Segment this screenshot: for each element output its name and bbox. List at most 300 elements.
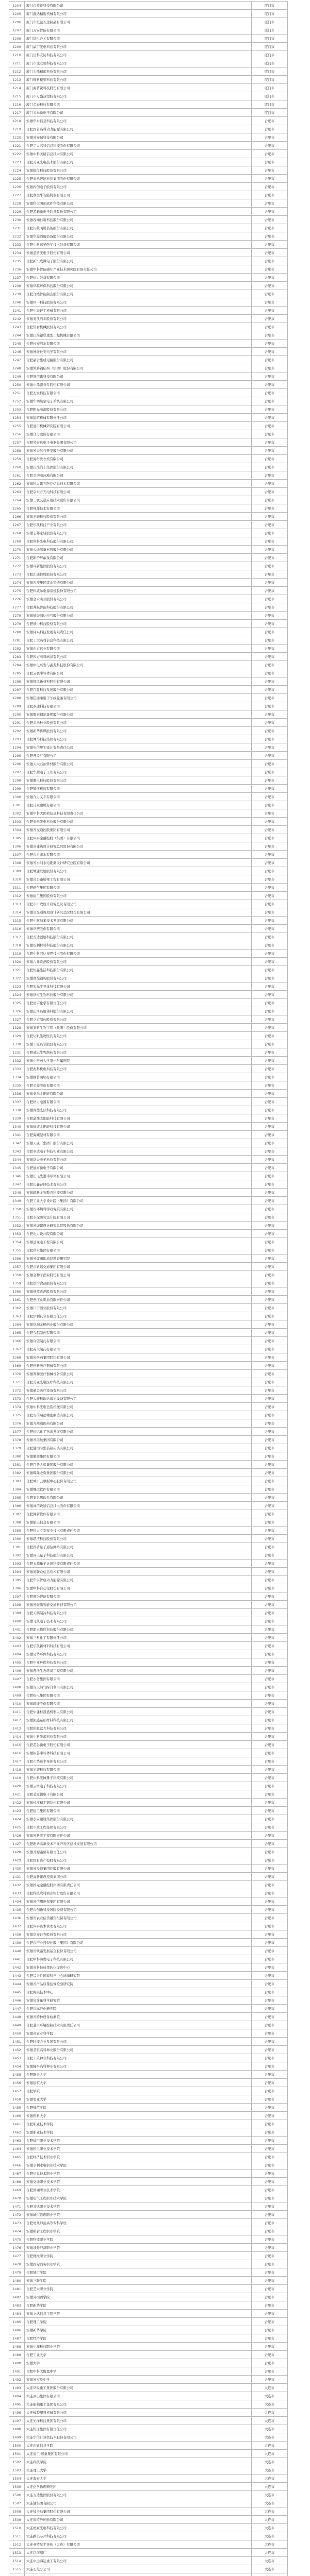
row-number: 1400 bbox=[9, 1617, 25, 1625]
company-name: 合肥科技农村商业银行股份有限公司 bbox=[25, 1889, 252, 1897]
company-name: 安徽江淮银联重型工程机械有限公司 bbox=[25, 331, 252, 340]
company-name: 大连港集团有限公司 bbox=[25, 2499, 252, 2507]
company-name: 合肥科大立安安全技术有限责任公司 bbox=[25, 1527, 252, 1535]
company-name: 合肥圣达电子科技实业有限公司 bbox=[25, 1147, 252, 1156]
region: 合肥市 bbox=[252, 867, 288, 875]
row-number: 1277 bbox=[9, 603, 25, 612]
row-number: 1350 bbox=[9, 1205, 25, 1213]
region: 合肥市 bbox=[252, 1312, 288, 1320]
region: 合肥市 bbox=[252, 1972, 288, 1980]
company-name: 合肥联合大学 bbox=[25, 2071, 252, 2079]
row-number: 1352 bbox=[9, 1222, 25, 1230]
row-number: 1355 bbox=[9, 1246, 25, 1255]
table-row bbox=[9, 900, 288, 908]
company-name: 合肥电力设计院有限公司 bbox=[25, 1230, 252, 1238]
company-name: 合肥创新医疗器械有限公司 bbox=[25, 1362, 252, 1370]
company-name: 安徽交通职业技术学院 bbox=[25, 2178, 252, 2186]
region: 合肥市 bbox=[252, 1494, 288, 1502]
company-name: 安徽通威太阳能科技有限公司 bbox=[25, 1123, 252, 1131]
row-number: 1308 bbox=[9, 859, 25, 867]
company-name: 合肥安达创展科技股份有限公司 bbox=[25, 933, 252, 941]
company-name: 大连德豪光电科技有限公司 bbox=[25, 2524, 252, 2532]
row-number: 1264 bbox=[9, 496, 25, 504]
table-row bbox=[9, 232, 288, 241]
row-number: 1272 bbox=[9, 562, 25, 570]
region: 合肥市 bbox=[252, 307, 288, 315]
company-name: 安徽涉外经济职业学院 bbox=[25, 2244, 252, 2252]
company-name: 合肥晶合集成电路股份有限公司 bbox=[25, 356, 252, 364]
table-row bbox=[9, 2153, 288, 2161]
region: 合肥市 bbox=[252, 150, 288, 158]
region: 厦门市 bbox=[252, 51, 288, 59]
row-number: 1375 bbox=[9, 1411, 25, 1419]
region: 大连市 bbox=[252, 2392, 288, 2400]
table-row bbox=[9, 1832, 288, 1840]
company-name: 厦门市万盛达塑胶有限公司 bbox=[25, 92, 252, 100]
region: 合肥市 bbox=[252, 1766, 288, 1774]
table-row bbox=[9, 579, 288, 587]
table-row bbox=[9, 1658, 288, 1667]
region: 合肥市 bbox=[252, 1428, 288, 1436]
row-number: 1257 bbox=[9, 438, 25, 447]
region: 合肥市 bbox=[252, 2104, 288, 2112]
row-number: 1321 bbox=[9, 966, 25, 974]
row-number: 1285 bbox=[9, 669, 25, 677]
row-number: 1457 bbox=[9, 2087, 25, 2095]
table-row bbox=[9, 1411, 288, 1419]
row-number: 1250 bbox=[9, 381, 25, 389]
row-number: 1242 bbox=[9, 315, 25, 323]
company-name: 大连华信计算机技术股份有限公司 bbox=[25, 2433, 252, 2442]
region: 合肥市 bbox=[252, 1015, 288, 1024]
region: 合肥市 bbox=[252, 142, 288, 150]
row-number: 1351 bbox=[9, 1213, 25, 1222]
region: 合肥市 bbox=[252, 1485, 288, 1494]
table-row bbox=[9, 2557, 288, 2565]
region: 大连市 bbox=[252, 2557, 288, 2565]
company-name: 合肥滨湖职业技术学院 bbox=[25, 2186, 252, 2194]
row-number: 1275 bbox=[9, 587, 25, 595]
company-name: 安徽开源路桥有限责任公司 bbox=[25, 1848, 252, 1856]
table-row bbox=[9, 1617, 288, 1625]
region: 合肥市 bbox=[252, 966, 288, 974]
company-name: 大连科技学院 bbox=[25, 2458, 252, 2466]
table-row bbox=[9, 1551, 288, 1560]
table-row bbox=[9, 1419, 288, 1428]
table-row bbox=[9, 2351, 288, 2359]
region: 合肥市 bbox=[252, 2334, 288, 2343]
region: 合肥市 bbox=[252, 1815, 288, 1823]
region: 合肥市 bbox=[252, 1601, 288, 1609]
region: 合肥市 bbox=[252, 702, 288, 710]
table-row bbox=[9, 1329, 288, 1337]
region: 合肥市 bbox=[252, 414, 288, 422]
table-row bbox=[9, 1114, 288, 1123]
table-row bbox=[9, 1667, 288, 1675]
region: 合肥市 bbox=[252, 2227, 288, 2235]
row-number: 1299 bbox=[9, 785, 25, 793]
company-name: 合肥水务集团有限公司 bbox=[25, 1675, 252, 1683]
company-name: 合肥兴泰资本管理有限公司 bbox=[25, 1922, 252, 1930]
table-row bbox=[9, 1147, 288, 1156]
table-row bbox=[9, 496, 288, 504]
region: 合肥市 bbox=[252, 504, 288, 513]
row-number: 1209 bbox=[9, 43, 25, 51]
company-name: 合肥神马科技集团有限公司 bbox=[25, 735, 252, 743]
row-number: 1225 bbox=[9, 175, 25, 183]
row-number: 1483 bbox=[9, 2301, 25, 2310]
table-row bbox=[9, 1024, 288, 1032]
row-number: 1337 bbox=[9, 1098, 25, 1106]
company-name: 合肥天鹅制冷科技有限公司 bbox=[25, 1609, 252, 1617]
company-name: 合肥华耀电子工业有限公司 bbox=[25, 768, 252, 776]
row-number: 1446 bbox=[9, 1996, 25, 2005]
table-row bbox=[9, 381, 288, 389]
company-name: 安徽国元金融控股集团有限责任公司 bbox=[25, 1881, 252, 1889]
table-row bbox=[9, 1930, 288, 1939]
region: 厦门市 bbox=[252, 18, 288, 26]
row-number: 1306 bbox=[9, 842, 25, 851]
row-number: 1315 bbox=[9, 917, 25, 925]
table-row bbox=[9, 1823, 288, 1832]
region: 合肥市 bbox=[252, 1123, 288, 1131]
company-name: 合肥英太制药有限公司 bbox=[25, 1345, 252, 1353]
row-number: 1233 bbox=[9, 241, 25, 249]
table-row bbox=[9, 2145, 288, 2153]
region: 合肥市 bbox=[252, 1856, 288, 1865]
table-row bbox=[9, 142, 288, 150]
table-row bbox=[9, 785, 288, 793]
region: 合肥市 bbox=[252, 1461, 288, 1469]
row-number: 1474 bbox=[9, 2227, 25, 2235]
row-number: 1324 bbox=[9, 991, 25, 999]
company-name: 合肥美的电冰箱有限公司 bbox=[25, 471, 252, 480]
company-name: 安徽迎驾贡酒股份有限公司 bbox=[25, 1287, 252, 1296]
row-number: 1219 bbox=[9, 125, 25, 133]
row-number: 1511 bbox=[9, 2532, 25, 2540]
company-name: 安徽龙磁科技股份有限公司 bbox=[25, 513, 252, 521]
table-row bbox=[9, 67, 288, 76]
row-number: 1288 bbox=[9, 694, 25, 702]
table-row bbox=[9, 677, 288, 686]
table-row bbox=[9, 1535, 288, 1543]
row-number: 1376 bbox=[9, 1419, 25, 1428]
table-row bbox=[9, 1180, 288, 1189]
row-number: 1379 bbox=[9, 1444, 25, 1452]
table-row bbox=[9, 1213, 288, 1222]
table-row bbox=[9, 471, 288, 480]
region: 合肥市 bbox=[252, 2079, 288, 2087]
row-number: 1318 bbox=[9, 941, 25, 950]
region: 合肥市 bbox=[252, 232, 288, 241]
company-name: 安徽博微长安电子有限公司 bbox=[25, 348, 252, 356]
row-number: 1278 bbox=[9, 612, 25, 620]
region bbox=[252, 2573, 288, 2576]
region: 合肥市 bbox=[252, 381, 288, 389]
table-row bbox=[9, 2334, 288, 2343]
region: 合肥市 bbox=[252, 851, 288, 859]
row-number: 1396 bbox=[9, 1584, 25, 1592]
row-number: 1381 bbox=[9, 1461, 25, 1469]
region: 合肥市 bbox=[252, 892, 288, 900]
region: 合肥市 bbox=[252, 2359, 288, 2367]
table-row bbox=[9, 1428, 288, 1436]
company-name: 安徽古井贡酒股份有限公司 bbox=[25, 958, 252, 966]
row-number: 1408 bbox=[9, 1683, 25, 1691]
row-number: 1313 bbox=[9, 900, 25, 908]
region: 大连市 bbox=[252, 2516, 288, 2524]
company-name: 合肥财经职业学院 bbox=[25, 2252, 252, 2260]
company-name: 安徽医科大学 bbox=[25, 2112, 252, 2120]
row-number: 1479 bbox=[9, 2268, 25, 2277]
row-number: 1427 bbox=[9, 1840, 25, 1848]
row-number: 1410 bbox=[9, 1700, 25, 1708]
row-number: 1462 bbox=[9, 2128, 25, 2137]
region: 合肥市 bbox=[252, 183, 288, 191]
company-name: 安徽易联众信息技术有限公司 bbox=[25, 1568, 252, 1576]
row-number: 1424 bbox=[9, 1815, 25, 1823]
row-number: 1296 bbox=[9, 760, 25, 768]
row-number: 1343 bbox=[9, 1147, 25, 1156]
table-row bbox=[9, 372, 288, 381]
table-row bbox=[9, 1296, 288, 1304]
table-row bbox=[9, 166, 288, 175]
region: 合肥市 bbox=[252, 1032, 288, 1040]
table-row bbox=[9, 2376, 288, 2384]
region: 大连市 bbox=[252, 2409, 288, 2417]
row-number: 1471 bbox=[9, 2202, 25, 2211]
table-row bbox=[9, 125, 288, 133]
company-name: 安徽华骐环保科技股份有限公司 bbox=[25, 282, 252, 290]
company-name: 安徽安凯汽车股份有限公司 bbox=[25, 315, 252, 323]
region: 合肥市 bbox=[252, 438, 288, 447]
region: 合肥市 bbox=[252, 925, 288, 933]
table-row bbox=[9, 1601, 288, 1609]
table-row bbox=[9, 1197, 288, 1205]
table-row bbox=[9, 2483, 288, 2491]
table-row bbox=[9, 1568, 288, 1576]
row-number: 1442 bbox=[9, 1963, 25, 1972]
company-name: 厦门海普锐科技股份有限公司 bbox=[25, 84, 252, 92]
row-number: 1314 bbox=[9, 908, 25, 917]
region: 合肥市 bbox=[252, 1156, 288, 1164]
table-row bbox=[9, 84, 288, 92]
company-name: 安徽外国语学院 bbox=[25, 2293, 252, 2301]
company-name: 合肥洽洽食品股份有限公司 bbox=[25, 1279, 252, 1287]
row-number: 1385 bbox=[9, 1494, 25, 1502]
region: 合肥市 bbox=[252, 1106, 288, 1114]
table-row bbox=[9, 743, 288, 752]
row-number: 1491 bbox=[9, 2367, 25, 2376]
company-name: 安徽隆平高科种业有限公司 bbox=[25, 2062, 252, 2071]
company-name: 大连重工·起重集团有限公司 bbox=[25, 2450, 252, 2458]
region: 合肥市 bbox=[252, 480, 288, 488]
company-name: 合肥燕庄食用油有限责任公司 bbox=[25, 1296, 252, 1304]
region: 大连市 bbox=[252, 2442, 288, 2450]
company-name: 大连中远海运重工有限公司 bbox=[25, 2557, 252, 2565]
company-name: 厦门晶宇光电科技有限公司 bbox=[25, 43, 252, 51]
company-name: 安徽省铁路发展基金股份有限公司 bbox=[25, 1947, 252, 1955]
company-name: 合肥科技职业学院 bbox=[25, 2235, 252, 2244]
row-number: 1444 bbox=[9, 1980, 25, 1988]
table-row bbox=[9, 2104, 288, 2112]
row-number: 1298 bbox=[9, 776, 25, 785]
table-row bbox=[9, 1757, 288, 1766]
row-number: 1461 bbox=[9, 2120, 25, 2128]
row-number: 1434 bbox=[9, 1897, 25, 1906]
region: 合肥市 bbox=[252, 653, 288, 661]
row-number: 1322 bbox=[9, 974, 25, 982]
region: 合肥市 bbox=[252, 1963, 288, 1972]
company-name: 合肥市轨道交通集团有限公司 bbox=[25, 1263, 252, 1271]
region: 合肥市 bbox=[252, 1048, 288, 1057]
row-number: 1495 bbox=[9, 2400, 25, 2409]
company-name: 厦门鑫达精密机械有限公司 bbox=[25, 10, 252, 18]
row-number: 1206 bbox=[9, 18, 25, 26]
table-row bbox=[9, 653, 288, 661]
company-name: 安徽省农业科学院 bbox=[25, 2029, 252, 2038]
region: 厦门市 bbox=[252, 67, 288, 76]
row-number: 1223 bbox=[9, 158, 25, 166]
table-row bbox=[9, 2442, 288, 2450]
region: 合肥市 bbox=[252, 818, 288, 826]
row-number: 1513 bbox=[9, 2549, 25, 2557]
table-row bbox=[9, 1205, 288, 1213]
company-name: 合肥通用环境控制技术有限责任公司 bbox=[25, 2021, 252, 2029]
company-name: 安徽三联学院 bbox=[25, 2277, 252, 2285]
row-number: 1482 bbox=[9, 2293, 25, 2301]
row-number: 1426 bbox=[9, 1832, 25, 1840]
company-name: 安徽中鼎密封件股份有限公司 bbox=[25, 381, 252, 389]
company-name: 合肥美亚光电技术股份有限公司 bbox=[25, 158, 252, 166]
company-name: 大连船舶重工集团有限公司 bbox=[25, 2400, 252, 2409]
row-number: 1422 bbox=[9, 1799, 25, 1807]
region: 合肥市 bbox=[252, 546, 288, 554]
table-row bbox=[9, 1189, 288, 1197]
table-row bbox=[9, 2277, 288, 2285]
company-name: 安徽省徽腾智能交通科技有限公司 bbox=[25, 1601, 252, 1609]
company-name: 安徽农业大学 bbox=[25, 2095, 252, 2104]
company-name: 安徽超清科技股份有限公司 bbox=[25, 1535, 252, 1543]
table-row bbox=[9, 2573, 288, 2576]
company-name: 安徽光智科技有限公司 bbox=[25, 1766, 252, 1774]
row-number: 1384 bbox=[9, 1485, 25, 1494]
table-row bbox=[9, 1304, 288, 1312]
company-name: 合肥华宇智航动力能源有限公司 bbox=[25, 1576, 252, 1584]
region: 合肥市 bbox=[252, 1609, 288, 1617]
region: 合肥市 bbox=[252, 2054, 288, 2062]
company-name: 合肥井松智能科技股份有限公司 bbox=[25, 603, 252, 612]
table-row bbox=[9, 2458, 288, 2466]
table-row bbox=[9, 1848, 288, 1856]
row-number: 1368 bbox=[9, 1353, 25, 1362]
table-row bbox=[9, 752, 288, 760]
company-name: 合肥芯碁微电子装备股份有限公司 bbox=[25, 208, 252, 216]
region: 合肥市 bbox=[252, 1757, 288, 1766]
company-name: 合肥合锻智能制造股份有限公司 bbox=[25, 290, 252, 298]
table-row bbox=[9, 2367, 288, 2376]
company-name: 安徽钜芯半导体科技有限公司 bbox=[25, 1749, 252, 1757]
company-name: 大连橡胶塑料机械有限公司 bbox=[25, 2409, 252, 2417]
row-number: 1240 bbox=[9, 298, 25, 307]
company-name: 合肥网新软件有限公司 bbox=[25, 1510, 252, 1518]
region: 合肥市 bbox=[252, 1848, 288, 1856]
row-number: 1245 bbox=[9, 340, 25, 348]
company-name: 合肥海尔洗衣机有限公司 bbox=[25, 455, 252, 463]
row-number: 1480 bbox=[9, 2277, 25, 2285]
row-number: 1282 bbox=[9, 645, 25, 653]
company-name: 安徽欧普照明有限公司 bbox=[25, 1073, 252, 1081]
table-row bbox=[9, 1395, 288, 1403]
table-row bbox=[9, 1634, 288, 1642]
row-number: 1344 bbox=[9, 1156, 25, 1164]
table-row bbox=[9, 546, 288, 554]
row-number: 1502 bbox=[9, 2458, 25, 2466]
company-name: 合肥中科海奥电子科技有限公司 bbox=[25, 1955, 252, 1963]
row-number: 1253 bbox=[9, 405, 25, 414]
company-name: 安徽航天信息有限公司 bbox=[25, 1518, 252, 1527]
row-number: 1392 bbox=[9, 1551, 25, 1560]
row-number: 1402 bbox=[9, 1634, 25, 1642]
table-row bbox=[9, 1081, 288, 1090]
row-number: 1421 bbox=[9, 1790, 25, 1799]
region: 合肥市 bbox=[252, 2293, 288, 2301]
region: 合肥市 bbox=[252, 2112, 288, 2120]
company-name: 合肥维信诺科技有限公司 bbox=[25, 372, 252, 381]
company-name: 安徽佳通乘用子午线轮胎有限公司 bbox=[25, 694, 252, 702]
region: 合肥市 bbox=[252, 513, 288, 521]
table-body bbox=[9, 2, 288, 2576]
region: 合肥市 bbox=[252, 1477, 288, 1485]
row-number: 1265 bbox=[9, 504, 25, 513]
table-row bbox=[9, 1362, 288, 1370]
table-row bbox=[9, 224, 288, 232]
table-row bbox=[9, 150, 288, 158]
table-row bbox=[9, 1007, 288, 1015]
row-number: 1454 bbox=[9, 2062, 25, 2071]
region: 厦门市 bbox=[252, 59, 288, 67]
table-row bbox=[9, 628, 288, 636]
region: 合肥市 bbox=[252, 1733, 288, 1741]
row-number: 1415 bbox=[9, 1741, 25, 1749]
row-number: 1468 bbox=[9, 2178, 25, 2186]
row-number: 1363 bbox=[9, 1312, 25, 1320]
row-number: 1300 bbox=[9, 793, 25, 801]
company-name: 合肥工大高科信息科技股份有限公司 bbox=[25, 142, 252, 150]
company-name: 大连华锐重工集团股份有限公司 bbox=[25, 2384, 252, 2392]
region: 大连市 bbox=[252, 2565, 288, 2573]
row-number: 1373 bbox=[9, 1395, 25, 1403]
table-row bbox=[9, 43, 288, 51]
table-row bbox=[9, 348, 288, 356]
row-number: 1428 bbox=[9, 1848, 25, 1856]
row-number: 1490 bbox=[9, 2359, 25, 2367]
region: 合肥市 bbox=[252, 133, 288, 142]
region: 合肥市 bbox=[252, 1403, 288, 1411]
region: 合肥市 bbox=[252, 488, 288, 496]
row-number: 1294 bbox=[9, 743, 25, 752]
table-row bbox=[9, 1123, 288, 1131]
row-number: 1464 bbox=[9, 2145, 25, 2153]
company-name: 安徽省交通规划设计研究总院股份有限公司 bbox=[25, 908, 252, 917]
region: 合肥市 bbox=[252, 208, 288, 216]
company-name: 合肥中建材凯盛机器人有限公司 bbox=[25, 1708, 252, 1716]
region: 合肥市 bbox=[252, 1650, 288, 1658]
region: 合肥市 bbox=[252, 447, 288, 455]
row-number: 1489 bbox=[9, 2351, 25, 2359]
row-number: 1399 bbox=[9, 1609, 25, 1617]
table-row bbox=[9, 702, 288, 710]
